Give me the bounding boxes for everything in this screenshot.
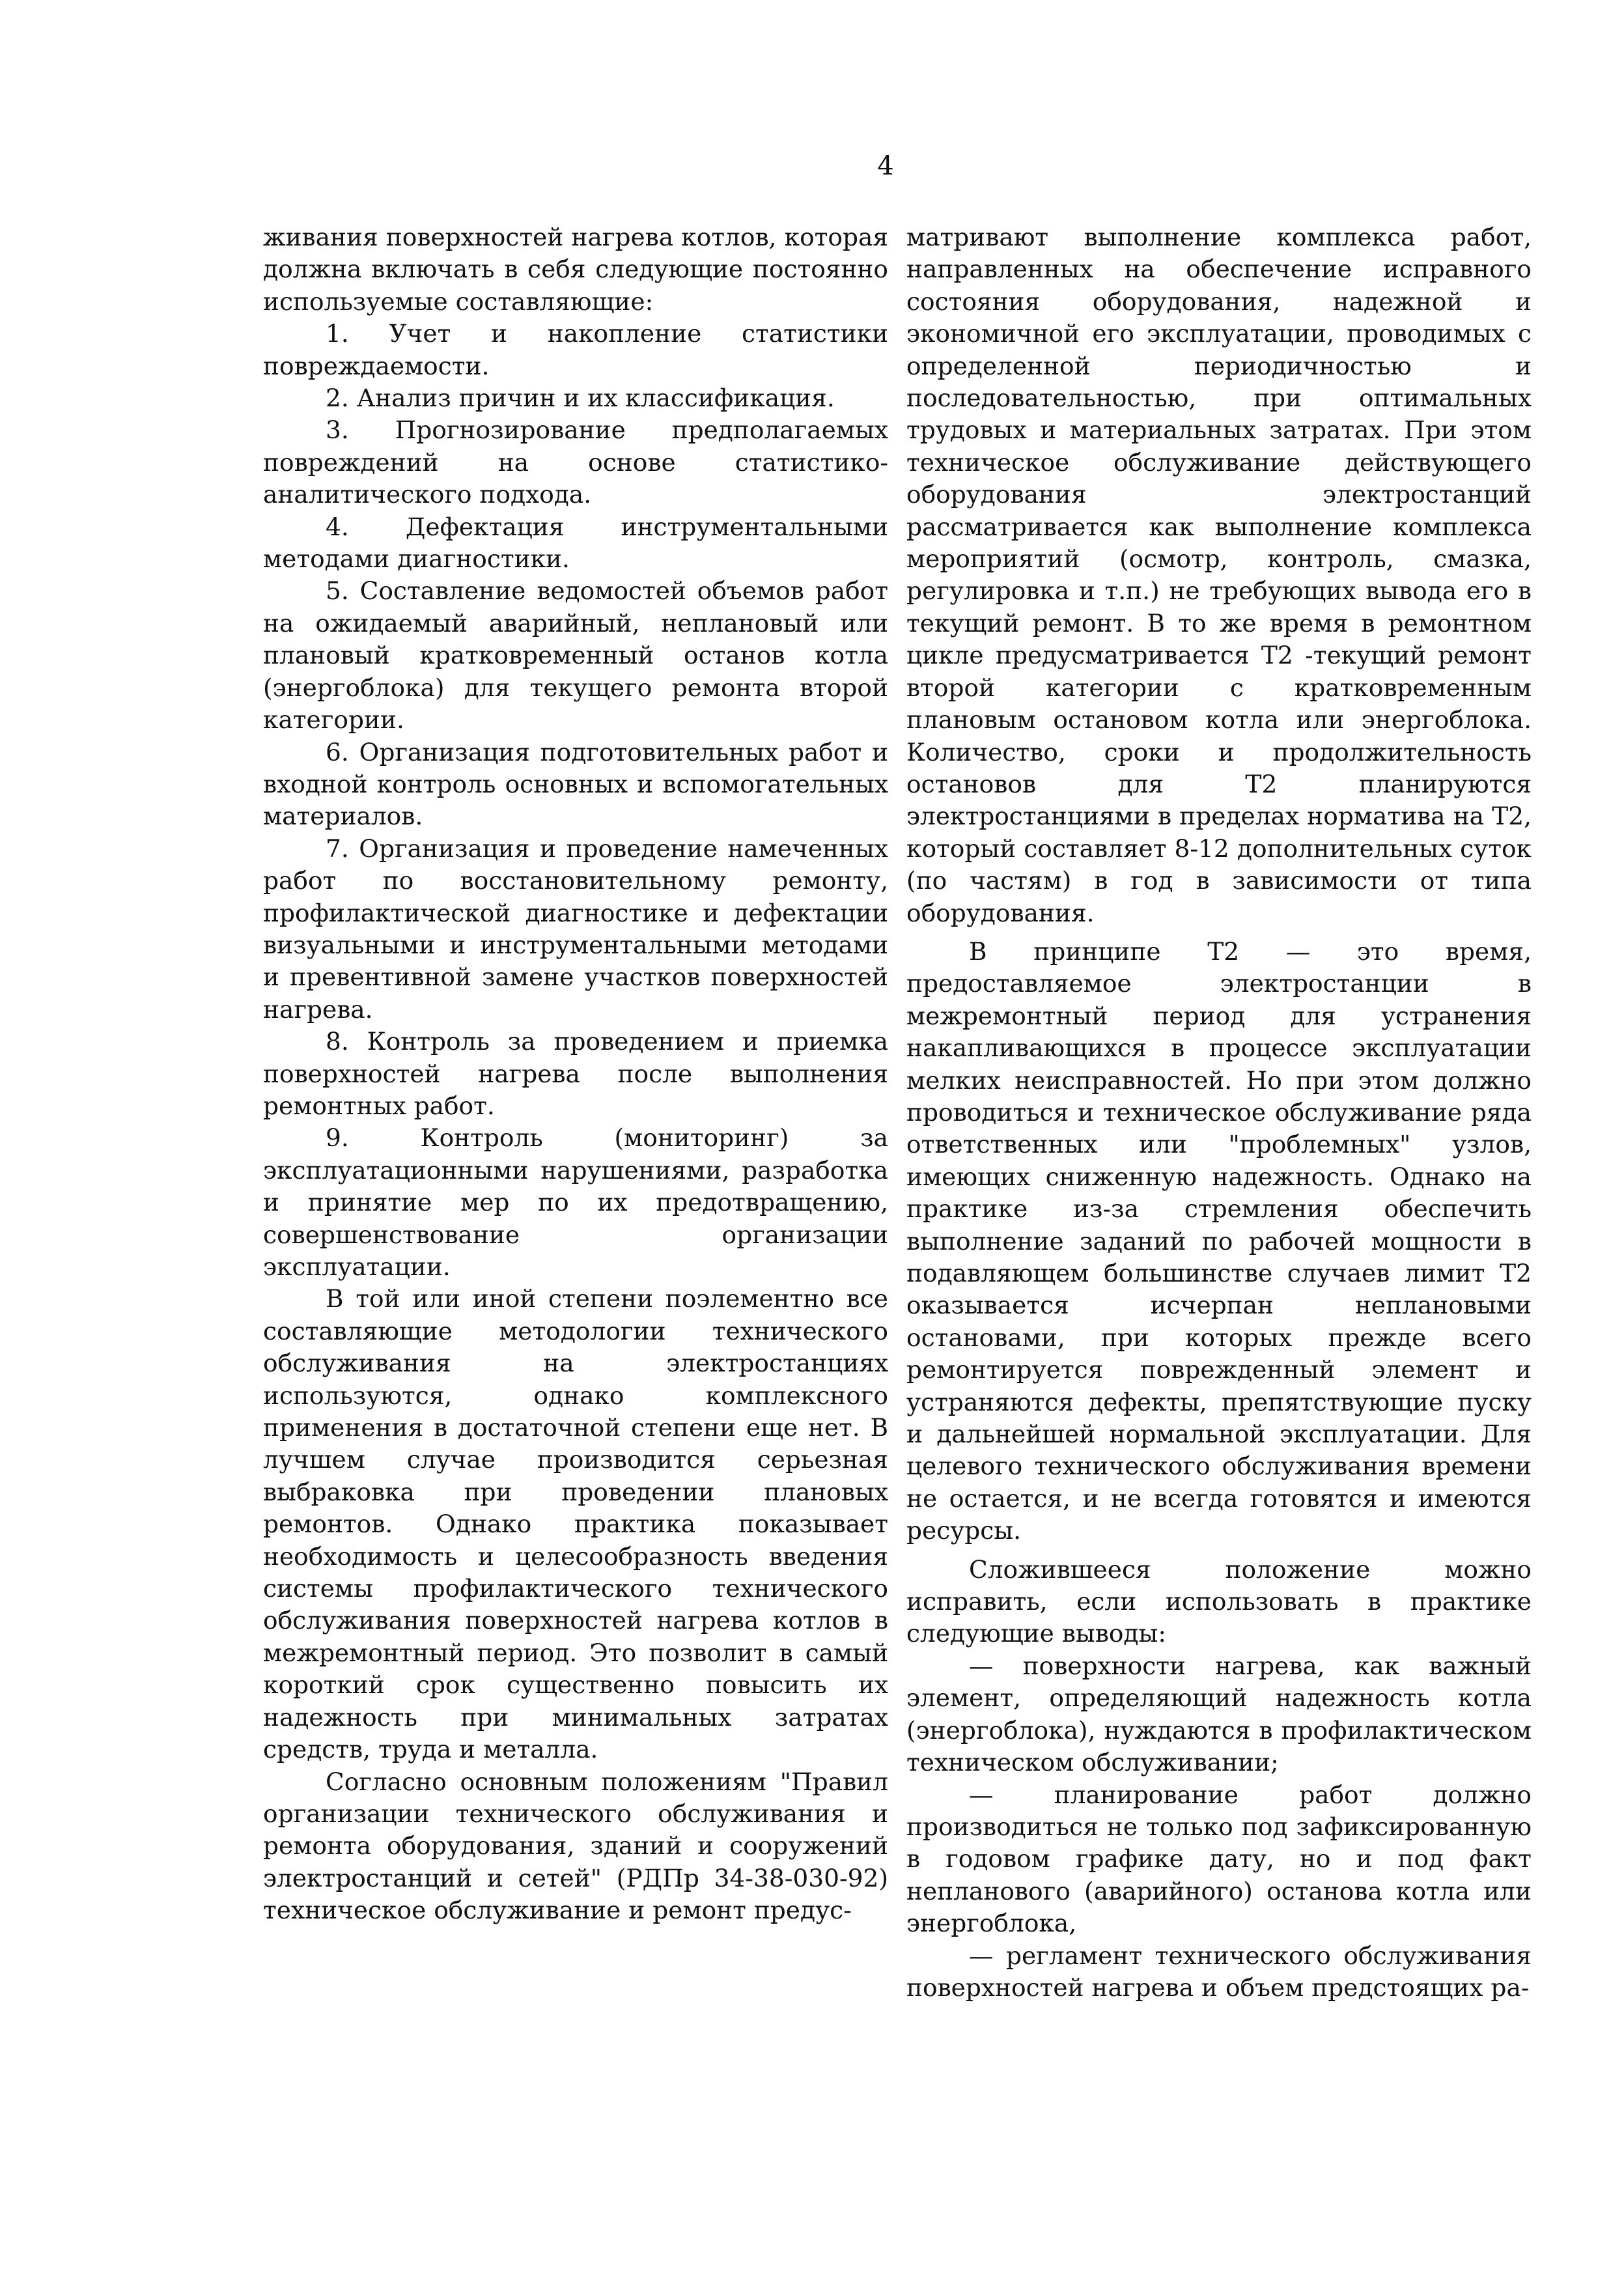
left-column <box>263 221 888 1927</box>
paragraph: живания поверхностей нагрева котлов, которая должна включать в себя следующие постоянно используемые составляющие: <box>263 223 888 316</box>
paragraph: Согласно основным положениям "Правил организации технического обслуживания и ремонта оборудования, зданий и сооружений электростанций и сетей" (РДПр 34-38-030-92) техническое обслуживание и ремонт предус- <box>263 1767 888 1925</box>
list-item: 8. Контроль за проведением и приемка поверхностей нагрева после выполнения ремонтных работ. <box>263 1027 888 1120</box>
list-item: 4. Дефектация инструментальными методами диагностики. <box>263 512 888 574</box>
right-column <box>906 221 1532 2004</box>
paragraph: В той или иной степени поэлементно все составляющие методологии технического обслуживания на электростанциях используются, однако комплексного применения в достаточной степени еще нет. В лучшем случае производится серьезная выбраковка при проведении плановых ремонтов. Однако практика показывает необходимость и целесообразность введения системы профилактического технического обслуживания поверхностей нагрева котлов в межремонтный период. Это позволит в самый короткий срок существенно повысить их надежность при минимальных затратах средств, труда и металла. <box>263 1284 888 1764</box>
list-item: 5. Составление ведомостей объемов работ на ожидаемый аварийный, неплановый или плановый кратковременный останов котла (энергоблока) для текущего ремонта второй категории. <box>263 576 888 735</box>
paragraph: матривают выполнение комплекса работ, направленных на обеспечение исправного состояния оборудования, надежной и экономичной его эксплуатации, проводимых с определенной периодичностью и последовательностью, при оптимальных трудовых и материальных затратах. При этом техническое обслуживание действующего оборудования электростанций рассматривается как выполнение комплекса мероприятий (осмотр, контроль, смазка, регулировка и т.п.) не требующих вывода его в текущий ремонт. В то же время в ремонтном цикле предусматривается Т2 -текущий ремонт второй категории с кратковременным плановым остановом котла или энергоблока. Количество, сроки и продолжительность остановов для Т2 планируются электростанциями в пределах норматива на Т2, который составляет 8-12 дополнительных суток (по частям) в год в зависимости от типа оборудования. <box>906 223 1532 927</box>
list-item: 2. Анализ причин и их классификация. <box>326 384 835 413</box>
list-item: 6. Организация подготовительных работ и входной контроль основных и вспомогательных материалов. <box>263 737 888 831</box>
list-item: — планирование работ должно производиться не только под зафиксированную в годовом графике дату, но и под факт непланового (аварийного) останова котла или энергоблока, <box>906 1780 1532 1938</box>
list-item: 9. Контроль (мониторинг) за эксплуатационными нарушениями, разработка и принятие мер по их предотвращению, совершенствование организации эксплуатации. <box>263 1123 888 1281</box>
list-item: 1. Учет и накопление статистики повреждаемости. <box>263 319 888 380</box>
paragraph: В принципе Т2 — это время, предоставляемое электростанции в межремонтный период для устранения накапливающихся в процессе эксплуатации мелких неисправностей. Но при этом должно проводиться и техническое обслуживание ряда ответственных или "проблемных" узлов, имеющих сниженную надежность. Однако на практике из-за стремления обеспечить выполнение заданий по рабочей мощности в подавляющем большинстве случаев лимит Т2 оказывается исчерпан неплановыми остановами, при которых прежде всего ремонтируется поврежденный элемент и устраняются дефекты, препятствующие пуску и дальнейшей нормальной эксплуатации. Для целевого технического обслуживания времени не остается, и не всегда готовятся и имеются ресурсы. <box>906 936 1532 1545</box>
paragraph: Сложившееся положение можно исправить, если использовать в практике следующие выводы: <box>906 1554 1532 1648</box>
list-item: — поверхности нагрева, как важный элемент, определяющий надежность котла (энергоблока), нуждаются в профилактическом техническом обслуживании; <box>906 1651 1532 1777</box>
list-item: 7. Организация и проведение намеченных работ по восстановительному ремонту, профилактической диагностике и дефектации визуальными и инструментальными методами и превентивной замене участков поверхностей нагрева. <box>263 834 888 1024</box>
page-number: 4 <box>877 151 894 181</box>
list-item: 3. Прогнозирование предполагаемых повреждений на основе статистико-аналитического подхода. <box>263 415 888 509</box>
list-item: — регламент технического обслуживания поверхностей нагрева и объем предстоящих ра- <box>906 1941 1532 2002</box>
